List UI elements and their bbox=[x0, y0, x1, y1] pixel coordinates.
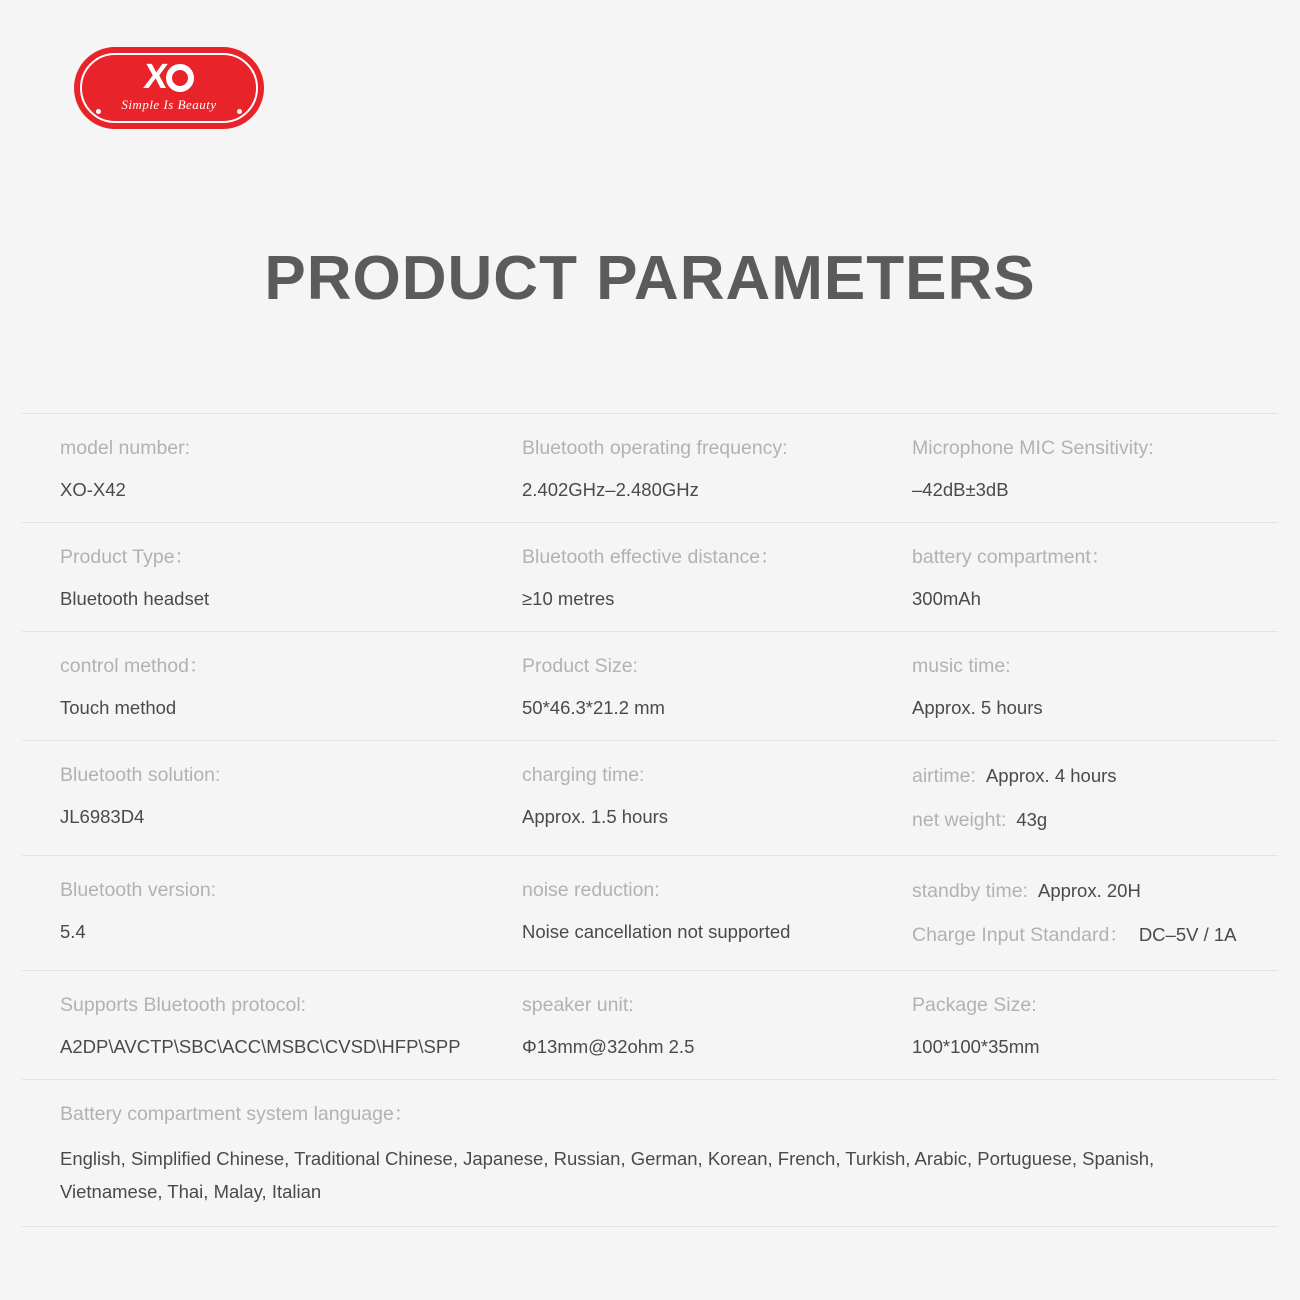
table-row bbox=[22, 855, 1278, 970]
spec-label: Package Size: bbox=[912, 994, 1037, 1016]
spec-value: Touch method bbox=[60, 697, 177, 718]
spec-cell bbox=[22, 989, 484, 1063]
spec-label: Bluetooth effective distance： bbox=[522, 546, 780, 568]
spec-label: Product Type： bbox=[60, 546, 195, 568]
spec-value: ≥10 metres bbox=[522, 588, 615, 609]
spec-label: Microphone MIC Sensitivity: bbox=[912, 437, 1154, 459]
spec-label: battery compartment： bbox=[912, 546, 1111, 568]
logo-dot-right-icon bbox=[237, 109, 242, 114]
spec-cell bbox=[874, 874, 1278, 954]
spec-label: airtime: bbox=[912, 765, 976, 787]
spec-label: Product Size: bbox=[522, 655, 638, 677]
spec-value: Approx. 20H bbox=[1037, 880, 1141, 901]
spec-value: JL6983D4 bbox=[60, 806, 145, 827]
spec-cell bbox=[22, 759, 484, 839]
spec-cell bbox=[874, 432, 1278, 506]
spec-value: Approx. 1.5 hours bbox=[522, 806, 669, 827]
spec-value: XO-X42 bbox=[60, 479, 126, 500]
spec-label: control method： bbox=[60, 655, 209, 677]
spec-label: model number: bbox=[60, 437, 191, 459]
spec-label: Supports Bluetooth protocol: bbox=[60, 994, 307, 1016]
spec-cell bbox=[484, 432, 874, 506]
spec-value: 300mAh bbox=[912, 588, 981, 609]
spec-cell bbox=[484, 650, 874, 724]
logo-x-glyph: X bbox=[141, 57, 168, 96]
spec-label: Bluetooth operating frequency: bbox=[522, 437, 788, 459]
table-row bbox=[22, 970, 1278, 1079]
spec-label: music time: bbox=[912, 655, 1011, 677]
spec-pair bbox=[912, 759, 1278, 795]
spec-value: 50*46.3*21.2 mm bbox=[522, 697, 665, 718]
spec-value: Noise cancellation not supported bbox=[522, 921, 791, 942]
spec-value: 2.402GHz–2.480GHz bbox=[522, 479, 699, 500]
table-row bbox=[22, 631, 1278, 740]
spec-cell bbox=[484, 989, 874, 1063]
spec-value: 100*100*35mm bbox=[912, 1036, 1040, 1057]
spec-pair bbox=[912, 803, 1278, 839]
spec-cell bbox=[484, 759, 874, 839]
spec-value: Φ13mm@32ohm 2.5 bbox=[522, 1036, 695, 1057]
spec-value: Bluetooth headset bbox=[60, 588, 210, 609]
spec-label: Bluetooth solution: bbox=[60, 764, 221, 786]
spec-label: Bluetooth version: bbox=[60, 879, 217, 901]
spec-label: net weight: bbox=[912, 809, 1007, 831]
spec-value: Approx. 4 hours bbox=[985, 765, 1117, 786]
logo-o-glyph bbox=[166, 64, 194, 92]
spec-cell bbox=[484, 541, 874, 615]
spec-cell bbox=[22, 650, 484, 724]
spec-cell bbox=[22, 874, 484, 954]
spec-table bbox=[22, 413, 1278, 1227]
spec-value: English, Simplified Chinese, Traditional Chinese, Japanese, Russian, German, Korean, French, Turkish, Arabic, Portuguese, Spanish, Vietnamese, Thai, Malay, Italian bbox=[60, 1148, 1155, 1202]
spec-value: DC–5V / 1A bbox=[1138, 924, 1237, 945]
spec-cell bbox=[484, 874, 874, 954]
spec-cell bbox=[874, 989, 1278, 1063]
spec-label: standby time: bbox=[912, 880, 1028, 902]
logo-wordmark bbox=[74, 59, 264, 95]
spec-label: charging time: bbox=[522, 764, 645, 786]
spec-pair bbox=[912, 918, 1278, 954]
table-row-language bbox=[22, 1079, 1278, 1227]
spec-cell bbox=[22, 541, 484, 615]
xo-brand-logo bbox=[74, 47, 264, 129]
spec-label: speaker unit: bbox=[522, 994, 634, 1016]
page-title: PRODUCT PARAMETERS bbox=[264, 244, 1036, 313]
spec-label: noise reduction: bbox=[522, 879, 660, 901]
table-row bbox=[22, 413, 1278, 522]
spec-value: Approx. 5 hours bbox=[912, 697, 1043, 718]
spec-cell bbox=[874, 759, 1278, 839]
spec-label: Battery compartment system language： bbox=[60, 1103, 414, 1125]
logo-tagline: Simple Is Beauty bbox=[121, 97, 217, 112]
spec-cell bbox=[874, 650, 1278, 724]
spec-value: 43g bbox=[1016, 809, 1048, 830]
spec-cell bbox=[874, 541, 1278, 615]
spec-value: A2DP\AVCTP\SBC\ACC\MSBC\CVSD\HFP\SPP bbox=[60, 1036, 461, 1057]
logo-dot-left-icon bbox=[96, 109, 101, 114]
spec-cell bbox=[22, 432, 484, 506]
table-row bbox=[22, 522, 1278, 631]
table-row bbox=[22, 740, 1278, 855]
spec-value: 5.4 bbox=[60, 921, 86, 942]
spec-pair bbox=[912, 874, 1278, 910]
spec-label: Charge Input Standard： bbox=[912, 924, 1129, 946]
spec-value: –42dB±3dB bbox=[912, 479, 1009, 500]
